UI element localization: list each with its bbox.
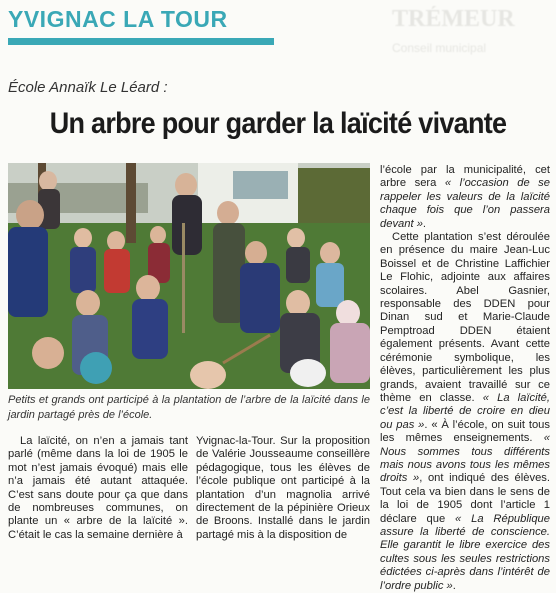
article-column-3 [380, 164, 550, 593]
column-2-paragraph: Yvignac-la-Tour. Sur la proposition de Valérie Jousseaume conseillère pédagogique, tous les élèves de l’école publique ont participé à la plantation d’un magnolia arrivé directement de la pépinière Orieux de Broons. Installé dans le jardin partagé mis à la disposition de [196, 435, 370, 541]
quote-run: « La République assure la liberté de conscience. Elle garantit le libre exercice des cultes sous les seules restrictions édictées ci-après dans l’intérêt de l’ordre public » [380, 512, 550, 592]
masthead-title: YVIGNAC LA TOUR [8, 6, 228, 32]
photo-illustration [8, 163, 370, 389]
article-kicker: École Annaïk Le Léard : [8, 79, 168, 96]
masthead-underline [8, 38, 274, 45]
article-photo [8, 163, 370, 389]
text-run: Cette plantation s’est déroulée en présence du maire Jean-Luc Boissel et de Christine Laffichier Le Flohic, adjointe aux affaires scolaires. Abel Gasnier, responsable des DDEN pour Dinan sud et Marie-Claude Pemptroad DDEN étaient également présents. Avant cette cérémonie symbolique, les élèves, particulièrement les plus grands, avaient travaillé sur ce thème en classe. [380, 231, 550, 404]
photo-caption: Petits et grands ont participé à la plantation de l’arbre de la laïcité dans le jardin partagé près de l’école. [8, 394, 370, 421]
text-run: . « À l’école, on suit tous les mêmes enseignements. [380, 418, 550, 445]
text-run: l’école par la municipalité, cet arbre sera [380, 164, 550, 190]
bleed-through-title: TRÉMEUR [392, 6, 515, 32]
column-3-paragraph-1 [380, 164, 550, 231]
quote-run: « l’occasion de se rappeler les valeurs de la laïcité chaque fois que l’on passera devant » [380, 177, 550, 230]
article-headline: Un arbre pour garder la laïcité vivante [49, 107, 507, 140]
article-column-1 [8, 435, 188, 542]
column-1-paragraph: La laïcité, on n’en a jamais tant parlé (même dans la loi de 1905 le mot n’est jamais évoqué) mais elle n’a jamais été autant attaquée. C’est sans doute pour ça que dans de nombreuses communes, on plante un « arbre de la laïcité ». C’était le cas la semaine dernière à [8, 435, 188, 541]
text-run: . [422, 217, 427, 230]
column-3-paragraph-2 [380, 231, 550, 593]
text-run: , ont indiqué des élèves. Tout cela va bien dans le sens de la loi de 1905 dont l’article 1 déclare que [380, 472, 550, 525]
bleed-through-subtitle: Conseil municipal [392, 41, 487, 55]
bleed-through-header [392, 6, 552, 70]
quote-run: « La laïcité, c’est la liberté de croire en dieu ou pas » [380, 391, 551, 431]
text-run: . [452, 579, 456, 592]
masthead [8, 6, 274, 46]
article-column-2 [196, 435, 370, 542]
quote-run: « Nous sommes tous différents mais nous avons tous les mêmes droits » [380, 432, 550, 485]
